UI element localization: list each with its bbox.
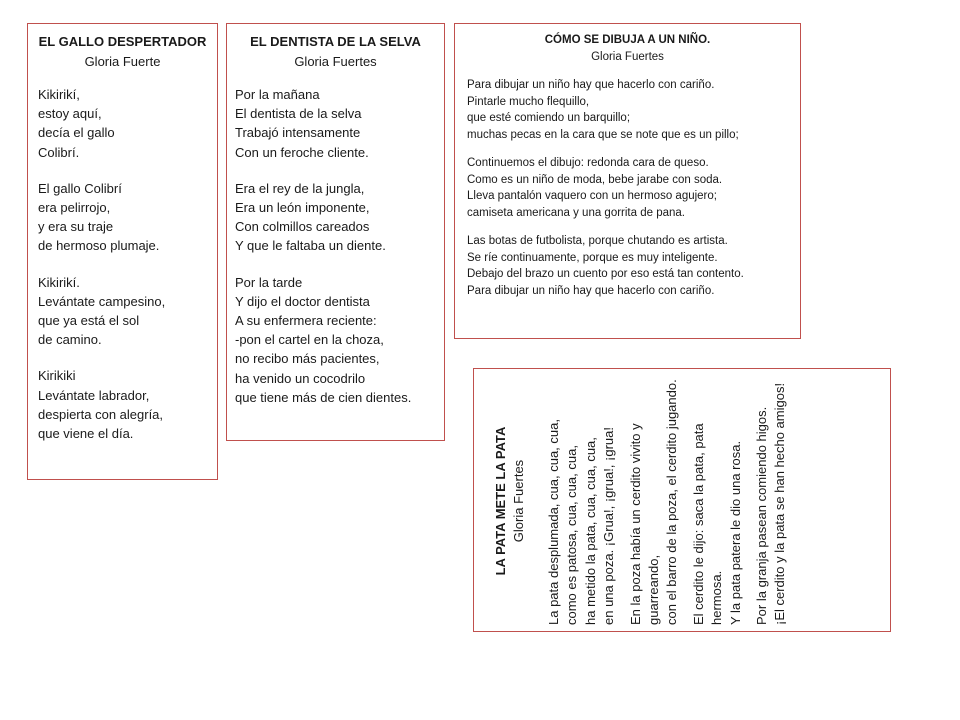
verse-line: ha venido un cocodrilo [235, 370, 366, 386]
stanza [38, 179, 207, 256]
verse-line: El dentista de la selva [235, 106, 362, 122]
verse-line: Pintarle mucho flequillo, [467, 95, 590, 108]
stanza [467, 233, 788, 299]
verse-line: Por la mañana [235, 87, 320, 102]
verse-line: Kikirikí, [38, 87, 80, 102]
verse-line: ¡El cerdito y la pata se han hecho amigos! [772, 382, 788, 625]
verse-line: que esté comiendo un barquillo; [467, 112, 631, 124]
verse-line: Por la tarde [235, 274, 303, 290]
verse-line: El cerdito le dijo: saca la pata, pata hermosa. [690, 423, 725, 625]
verse-line: Colibrí. [38, 144, 80, 160]
verse-line: Y que le faltaba un diente. [235, 238, 386, 254]
verse-line: Kikirikí. [38, 274, 80, 290]
verse-line: no recibo más pacientes, [235, 351, 380, 367]
poem-title: LA PATA METE LA PATA [493, 426, 508, 576]
poem-card-nino [454, 23, 801, 339]
stanza [753, 377, 790, 625]
stanza [235, 273, 436, 407]
verse-line: A su enfermera reciente: [235, 313, 377, 329]
poem-title: EL GALLO DESPERTADOR [38, 34, 207, 49]
poem-card-pata [473, 368, 891, 632]
verse-line: Con un feroche cliente. [235, 144, 369, 160]
verse-line: La pata desplumada, cua, cua, cua, [546, 419, 561, 625]
verse-line: Era un león imponente, [235, 200, 370, 216]
verse-line: Las botas de futbolista, porque chutando es artista. [467, 235, 728, 247]
verse-line: con el barro de la poza, el cerdito jugando. [664, 379, 680, 625]
stanza [545, 377, 619, 625]
verse-line: Trabajó intensamente [235, 125, 361, 141]
verse-line: Por la granja pasean comiendo higos. [754, 406, 770, 625]
poem-title: CÓMO SE DIBUJA A UN NIÑO. [544, 34, 711, 46]
verse-line: estoy aquí, [38, 106, 102, 122]
verse-line: y era su traje [38, 219, 114, 235]
poem-author: Gloria Fuertes [591, 51, 664, 63]
verse-line: Levántate campesino, [38, 293, 166, 309]
verse-line: Como es un niño de moda, bebe jarabe con soda. [467, 173, 723, 186]
stanza [690, 377, 745, 625]
verse-line: era pelirrojo, [38, 200, 111, 216]
verse-line: Para dibujar un niño hay que hacerlo con cariño. [467, 79, 715, 91]
poem-author: Gloria Fuertes [511, 459, 526, 543]
poem-author: Gloria Fuertes [294, 54, 377, 69]
stanza [467, 77, 788, 143]
poem-title: EL DENTISTA DE LA SELVA [250, 34, 421, 49]
verse-line: Era el rey de la jungla, [235, 180, 365, 196]
verse-line: Levántate labrador, [38, 387, 150, 403]
verse-line: Kirikiki [38, 368, 76, 384]
verse-line: -pon el cartel en la choza, [235, 332, 384, 348]
verse-line: de hermoso plumaje. [38, 238, 160, 254]
verse-line: que ya está el sol [38, 313, 140, 329]
verse-line: decía el gallo [38, 125, 115, 141]
verse-line: en una poza. ¡Grua!, ¡grua!, ¡grua! [601, 427, 617, 625]
verse-line: como es patosa, cua, cua, cua, [564, 445, 580, 625]
rotated-poem [474, 369, 891, 632]
poem-card-dentista [226, 23, 445, 441]
verse-line: Debajo del brazo un cuento por eso está tan contento. [467, 268, 744, 280]
verse-line: Continuemos el dibujo: redonda cara de queso. [467, 157, 709, 169]
verse-line: que viene el día. [38, 426, 134, 442]
verse-line: En la poza había un cerdito vivito y guarreando, [627, 423, 662, 625]
stanza [467, 155, 788, 221]
stanza [38, 273, 207, 350]
verse-line: muchas pecas en la cara que se note que es un pillo; [467, 128, 739, 141]
verse-line: Para dibujar un niño hay que hacerlo con cariño. [467, 284, 715, 297]
stanza [38, 85, 207, 162]
verse-line: ha metido la pata, cua, cua, cua, [582, 437, 598, 625]
stanza [38, 366, 207, 443]
verse-line: Y dijo el doctor dentista [235, 293, 370, 309]
verse-line: Y la pata patera le dio una rosa. [727, 440, 743, 625]
verse-line: despierta con alegría, [38, 406, 164, 422]
verse-line: que tiene más de cien dientes. [235, 389, 412, 405]
verse-line: Lleva pantalón vaquero con un hermoso agujero; [467, 190, 717, 202]
poem-author: Gloria Fuerte [84, 54, 161, 69]
stanza [627, 377, 682, 625]
verse-line: Con colmillos careados [235, 219, 370, 235]
verse-line: camiseta americana y una gorrita de pana. [467, 206, 685, 219]
stanza [235, 179, 436, 256]
stanza [235, 85, 436, 162]
verse-line: Se ríe continuamente, porque es muy inteligente. [467, 251, 718, 264]
verse-line: El gallo Colibrí [38, 180, 122, 196]
verse-line: de camino. [38, 332, 102, 348]
poem-card-gallo [27, 23, 218, 480]
